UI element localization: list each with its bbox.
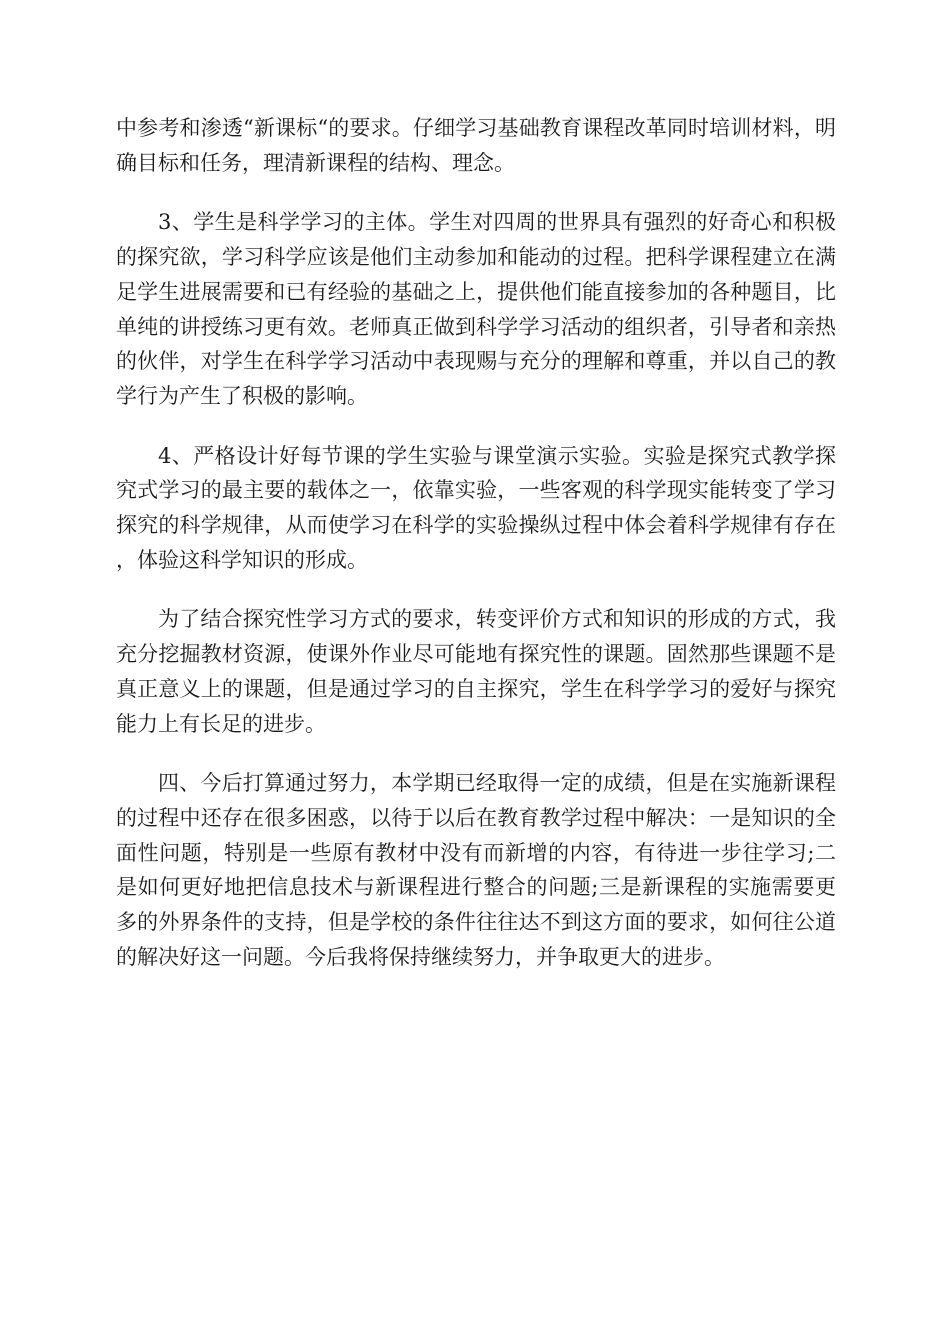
document-body bbox=[116, 111, 836, 999]
paragraph-4: 为了结合探究性学习方式的要求，转变评价方式和知识的形成的方式，我充分挖掘教材资源，使课外作业尽可能地有探究性的课题。固然那些课题不是真正意义上的课题，但是通过学习的自主探究，学生在科学学习的爱好与探究能力上有长足的进步。 bbox=[116, 607, 836, 736]
paragraph-1: 中参考和渗透“新课标“的要求。仔细学习基础教育课程改革同时培训材料，明确目标和任务，理清新课程的结构、理念。 bbox=[116, 116, 836, 175]
paragraph-3: 4、严格设计好每节课的学生实验与课堂演示实验。实验是探究式教学探究式学习的最主要的载体之一，依靠实验，一些客观的科学现实能转变了学习探究的科学规律，从而使学习在科学的实验操纵过程中体会着科学规律有存在，体验这科学知识的形成。 bbox=[116, 443, 836, 572]
paragraph-2: 3、学生是科学学习的主体。学生对四周的世界具有强烈的好奇心和积极的探究欲，学习科学应该是他们主动参加和能动的过程。把科学课程建立在满足学生进展需要和已有经验的基础之上，提供他们能直接参加的各种题目，比单纯的讲授练习更有效。老师真正做到科学学习活动的组织者，引导者和亲热的伙伴，对学生在科学学习活动中表现赐与充分的理解和尊重，并以自己的教学行为产生了积极的影响。 bbox=[116, 210, 836, 408]
paragraph-5: 四、今后打算通过努力，本学期已经取得一定的成绩，但是在实施新课程的过程中还存在很多困惑，以待于以后在教育教学过程中解决：一是知识的全面性问题，特别是一些原有教材中没有而新增的内容，有待进一步往学习;二是如何更好地把信息技术与新课程进行整合的问题;三是新课程的实施需要更多的外界条件的支持，但是学校的条件往往达不到这方面的要求，如何往公道的解决好这一问题。今后我将保持继续努力，并争取更大的进步。 bbox=[116, 771, 836, 969]
